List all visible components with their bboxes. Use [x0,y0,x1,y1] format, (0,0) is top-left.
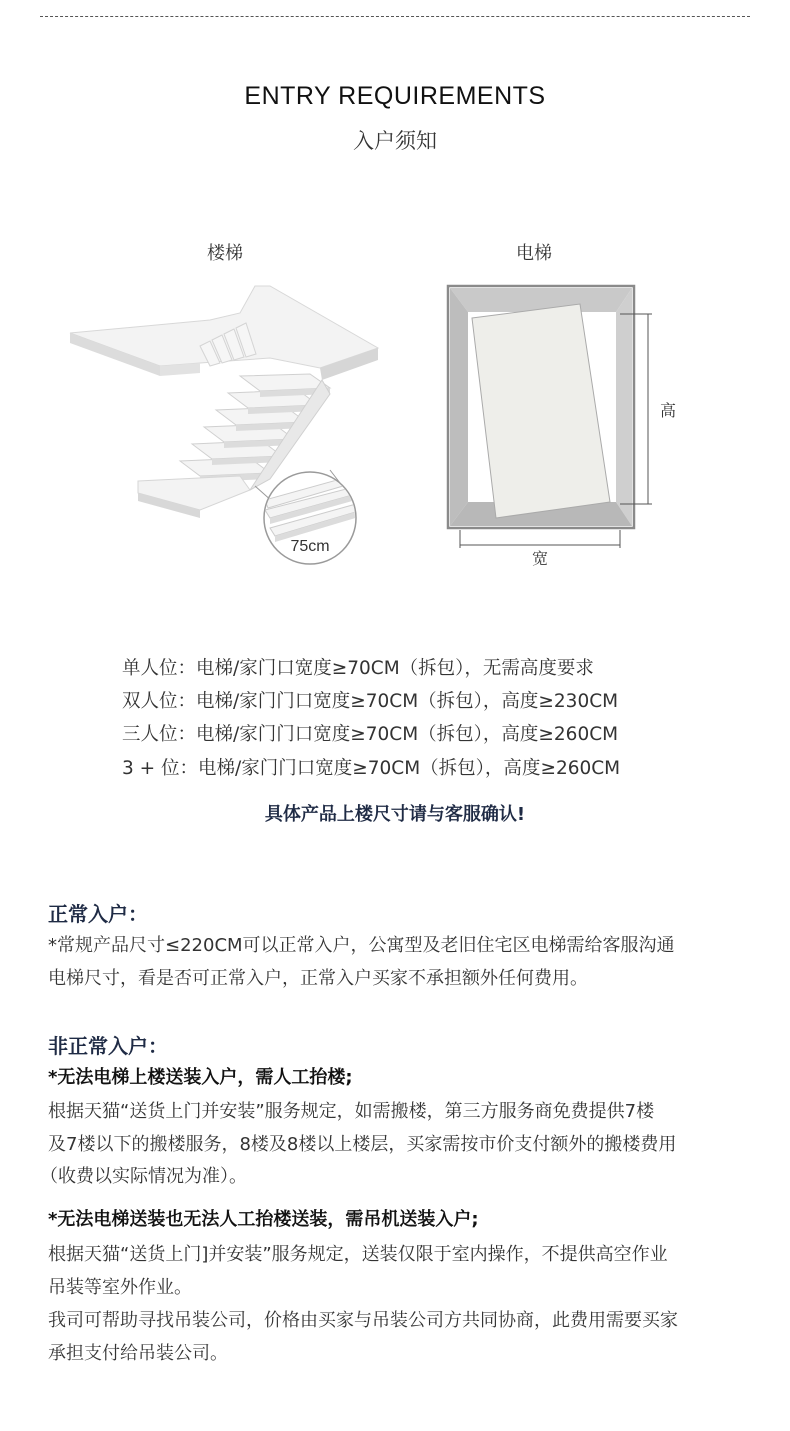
abnormal-case2-title: *无法电梯送装也无法人工抬楼送装，需吊机送装入户; [48,1209,479,1230]
abnormal-case1-title: *无法电梯上楼送装入户，需人工抬楼; [48,1067,353,1088]
confirm-note: 具体产品上楼尺寸请与客服确认! [264,804,526,825]
elevator-illustration [440,280,677,570]
stairs-label: 楼梯 [207,243,243,264]
requirement-three-plus-seat: 3 + 位：电梯/家门门口宽度≥70CM（拆包），高度≥260CM [122,758,621,779]
elevator-width-label: 宽 [531,549,549,568]
abnormal-entry-heading: 非正常入户： [48,1034,168,1058]
requirement-double-seat: 双人位：电梯/家门门口宽度≥70CM（拆包），高度≥230CM [122,691,619,712]
abnormal-case2-line: 根据天猫“送货上门]并安装”服务规定，送装仅限于室内操作，不提供高空作业 [48,1244,668,1265]
requirement-single-seat: 单人位：电梯/家门口宽度≥70CM（拆包），无需高度要求 [122,658,594,679]
abnormal-case2-line: 吊装等室外作业。 [48,1277,192,1298]
stairs-illustration [60,278,390,568]
page-title-cn: 入户须知 [353,129,437,153]
normal-entry-line: 电梯尺寸，看是否可正常入户，正常入户买家不承担额外任何费用。 [48,968,588,989]
abnormal-case1-line: （收费以实际情况为准）。 [40,1166,247,1187]
abnormal-case2-line: 我司可帮助寻找吊装公司，价格由买家与吊装公司方共同协商，此费用需要买家 [48,1310,678,1331]
abnormal-case2-line: 承担支付给吊装公司。 [48,1343,228,1364]
normal-entry-heading: 正常入户： [48,902,148,926]
elevator-height-label: 高 [659,401,677,420]
requirement-triple-seat: 三人位：电梯/家门门口宽度≥70CM（拆包），高度≥260CM [122,724,619,745]
normal-entry-line: *常规产品尺寸≤220CM可以正常入户，公寓型及老旧住宅区电梯需给客服沟通 [48,935,675,956]
abnormal-case1-line: 根据天猫“送货上门并安装”服务规定，如需搬楼，第三方服务商免费提供7楼 [48,1101,655,1122]
page-title-en: ENTRY REQUIREMENTS [244,82,546,110]
elevator-label: 电梯 [516,243,552,264]
abnormal-case1-line: 及7楼以下的搬楼服务，8楼及8楼以上楼层，买家需按市价支付额外的搬楼费用 [48,1134,677,1155]
top-dashed-divider [40,16,750,17]
stairs-width-label: 75cm [290,538,330,555]
